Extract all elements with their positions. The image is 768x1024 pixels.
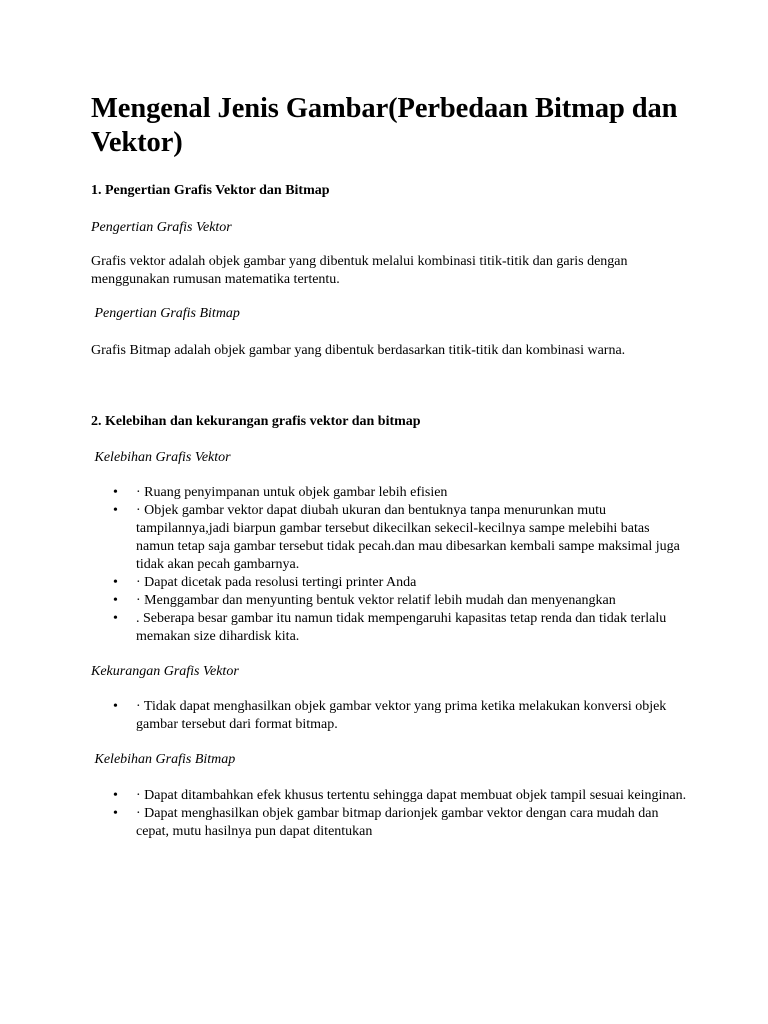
list-item: • · Dapat dicetak pada resolusi tertingi printer Anda: [113, 575, 417, 590]
section-1-heading: 1. Pengertian Grafis Vektor dan Bitmap: [91, 183, 330, 198]
subheading-kelebihan-bitmap: Kelebihan Grafis Bitmap: [91, 752, 236, 767]
list-kekurangan-vektor: [91, 698, 691, 734]
bullet-icon: •: [113, 699, 118, 714]
paragraph-pengertian-bitmap: Grafis Bitmap adalah objek gambar yang dibentuk berdasarkan titik-titik dan kombinasi warna.: [91, 343, 626, 358]
bullet-icon: •: [113, 611, 118, 626]
bullet-icon: •: [113, 806, 118, 821]
bullet-icon: •: [113, 788, 118, 803]
list-item: • . Seberapa besar gambar itu namun tidak mempengaruhi kapasitas tetap renda dan tidak terlalu memakan size dihardisk kita.: [113, 611, 674, 644]
bullet-icon: •: [113, 575, 118, 590]
list-item: • · Menggambar dan menyunting bentuk vektor relatif lebih mudah dan menyenangkan: [113, 593, 616, 608]
subheading-pengertian-vektor: Pengertian Grafis Vektor: [91, 220, 232, 235]
list-kelebihan-bitmap: [91, 787, 691, 841]
list-item: • · Dapat ditambahkan efek khusus tertentu sehingga dapat membuat objek tampil sesuai keinginan.: [113, 788, 687, 803]
bullet-icon: •: [113, 593, 118, 608]
section-2-heading: 2. Kelebihan dan kekurangan grafis vektor dan bitmap: [91, 414, 421, 429]
list-item: • · Objek gambar vektor dapat diubah ukuran dan bentuknya tanpa menurunkan mutu tampilannya,jadi biarpun gambar tersebut dikecilkan sekecil-kecilnya sampe melebihi batas namun tetap saja gambar tersebut tidak pecah.dan mau dibesarkan kembali sampe maksimal juga tidak akan pecah gambarnya.: [113, 503, 680, 572]
document-title: Mengenal Jenis Gambar(Perbedaan Bitmap dan Vektor): [91, 93, 678, 158]
bullet-icon: •: [113, 503, 118, 518]
bullet-icon: •: [113, 485, 118, 500]
list-item: • · Tidak dapat menghasilkan objek gambar vektor yang prima ketika melakukan konversi objek gambar tersebut dari format bitmap.: [113, 699, 667, 732]
subheading-kekurangan-vektor: Kekurangan Grafis Vektor: [91, 664, 239, 679]
paragraph-pengertian-vektor: Grafis vektor adalah objek gambar yang dibentuk melalui kombinasi titik-titik dan garis dengan menggunakan rumusan matematika tertentu.: [91, 254, 628, 287]
subheading-pengertian-bitmap: Pengertian Grafis Bitmap: [91, 306, 240, 321]
list-item: • · Dapat menghasilkan objek gambar bitmap darionjek gambar vektor dengan cara mudah dan cepat, mutu hasilnya pun dapat ditentukan: [113, 806, 659, 839]
document-page: [91, 92, 691, 841]
subheading-kelebihan-vektor: Kelebihan Grafis Vektor: [91, 450, 231, 465]
list-item: • · Ruang penyimpanan untuk objek gambar lebih efisien: [113, 485, 448, 500]
list-kelebihan-vektor: [91, 484, 691, 646]
